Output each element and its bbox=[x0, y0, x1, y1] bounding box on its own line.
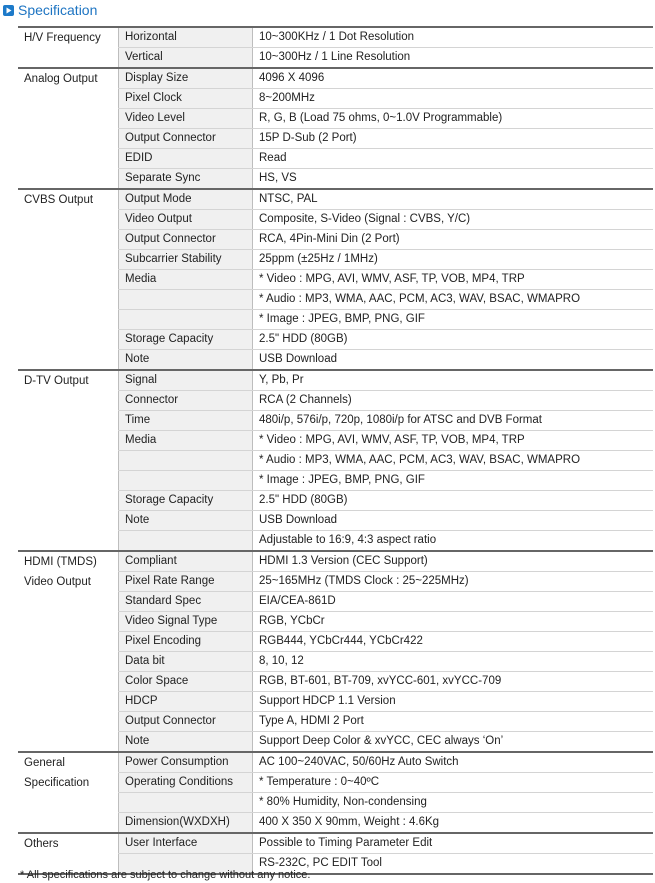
spec-label: HDCP bbox=[119, 692, 253, 712]
specification-table bbox=[18, 26, 653, 875]
group-title-line: CVBS Output bbox=[24, 194, 94, 206]
spec-value: 10~300Hz / 1 Line Resolution bbox=[253, 48, 654, 69]
group-title bbox=[18, 833, 119, 874]
spec-value: 15P D-Sub (2 Port) bbox=[253, 129, 654, 149]
spec-value: * Image : JPEG, BMP, PNG, GIF bbox=[253, 310, 654, 330]
spec-value: 25~165MHz (TMDS Clock : 25~225MHz) bbox=[253, 572, 654, 592]
group-title bbox=[18, 27, 119, 68]
group-title bbox=[18, 551, 119, 752]
group-title-line: H/V Frequency bbox=[24, 32, 101, 44]
spec-value: 4096 X 4096 bbox=[253, 68, 654, 89]
spec-label: Note bbox=[119, 511, 253, 531]
spec-value: USB Download bbox=[253, 511, 654, 531]
spec-value: Composite, S-Video (Signal : CVBS, Y/C) bbox=[253, 210, 654, 230]
spec-label: Video Output bbox=[119, 210, 253, 230]
spec-label: Subcarrier Stability bbox=[119, 250, 253, 270]
group-title-line: Others bbox=[24, 838, 59, 850]
spec-value: * Temperature : 0~40ºC bbox=[253, 773, 654, 793]
group-title-line: General bbox=[24, 757, 65, 769]
spec-label: Compliant bbox=[119, 551, 253, 572]
spec-value: Possible to Timing Parameter Edit bbox=[253, 833, 654, 854]
play-icon bbox=[3, 5, 14, 16]
spec-label: Output Connector bbox=[119, 129, 253, 149]
spec-value: RGB, BT-601, BT-709, xvYCC-601, xvYCC-709 bbox=[253, 672, 654, 692]
spec-label bbox=[119, 531, 253, 552]
spec-value: * Image : JPEG, BMP, PNG, GIF bbox=[253, 471, 654, 491]
group-title bbox=[18, 68, 119, 189]
spec-label: Vertical bbox=[119, 48, 253, 69]
spec-value: RCA, 4Pin-Mini Din (2 Port) bbox=[253, 230, 654, 250]
spec-label: Pixel Rate Range bbox=[119, 572, 253, 592]
spec-label: Operating Conditions bbox=[119, 773, 253, 793]
table-row bbox=[18, 189, 653, 210]
spec-label: Standard Spec bbox=[119, 592, 253, 612]
spec-value: Type A, HDMI 2 Port bbox=[253, 712, 654, 732]
table-row bbox=[18, 27, 653, 48]
group-title-line: D-TV Output bbox=[24, 375, 89, 387]
spec-label: Separate Sync bbox=[119, 169, 253, 190]
group-title bbox=[18, 752, 119, 833]
spec-value: Adjustable to 16:9, 4:3 aspect ratio bbox=[253, 531, 654, 552]
spec-value: 480i/p, 576i/p, 720p, 1080i/p for ATSC and DVB Format bbox=[253, 411, 654, 431]
spec-value: 400 X 350 X 90mm, Weight : 4.6Kg bbox=[253, 813, 654, 834]
spec-value: Support HDCP 1.1 Version bbox=[253, 692, 654, 712]
spec-label: Pixel Clock bbox=[119, 89, 253, 109]
spec-label: Display Size bbox=[119, 68, 253, 89]
spec-label: Output Connector bbox=[119, 712, 253, 732]
spec-label: Video Level bbox=[119, 109, 253, 129]
spec-label: Power Consumption bbox=[119, 752, 253, 773]
spec-label: Time bbox=[119, 411, 253, 431]
spec-label: Media bbox=[119, 431, 253, 451]
spec-value: HDMI 1.3 Version (CEC Support) bbox=[253, 551, 654, 572]
page-title: Specification bbox=[18, 2, 98, 18]
spec-label: Data bit bbox=[119, 652, 253, 672]
group-title-line: Analog Output bbox=[24, 73, 98, 85]
table-row bbox=[18, 752, 653, 773]
spec-value: RCA (2 Channels) bbox=[253, 391, 654, 411]
spec-value: * Video : MPG, AVI, WMV, ASF, TP, VOB, MP4, TRP bbox=[253, 431, 654, 451]
spec-label: Output Connector bbox=[119, 230, 253, 250]
group-title bbox=[18, 189, 119, 370]
spec-value: 25ppm (±25Hz / 1MHz) bbox=[253, 250, 654, 270]
table-row bbox=[18, 370, 653, 391]
spec-value: 2.5" HDD (80GB) bbox=[253, 491, 654, 511]
group-title bbox=[18, 370, 119, 551]
spec-label bbox=[119, 471, 253, 491]
spec-label: Note bbox=[119, 350, 253, 371]
spec-label bbox=[119, 290, 253, 310]
spec-label: Connector bbox=[119, 391, 253, 411]
spec-label: Storage Capacity bbox=[119, 330, 253, 350]
spec-label: EDID bbox=[119, 149, 253, 169]
spec-value: * Audio : MP3, WMA, AAC, PCM, AC3, WAV, BSAC, WMAPRO bbox=[253, 451, 654, 471]
spec-label: Storage Capacity bbox=[119, 491, 253, 511]
spec-value: Read bbox=[253, 149, 654, 169]
group-title-line: Specification bbox=[24, 777, 90, 789]
spec-label: Signal bbox=[119, 370, 253, 391]
spec-value: AC 100~240VAC, 50/60Hz Auto Switch bbox=[253, 752, 654, 773]
spec-value: HS, VS bbox=[253, 169, 654, 190]
spec-value: * Video : MPG, AVI, WMV, ASF, TP, VOB, MP4, TRP bbox=[253, 270, 654, 290]
footnote: * All specifications are subject to change without any notice. bbox=[20, 869, 311, 881]
spec-label: Dimension(WXDXH) bbox=[119, 813, 253, 834]
spec-value: 8~200MHz bbox=[253, 89, 654, 109]
group-title-line: Video Output bbox=[24, 576, 91, 588]
spec-value: RGB444, YCbCr444, YCbCr422 bbox=[253, 632, 654, 652]
table-row bbox=[18, 551, 653, 572]
spec-label: Media bbox=[119, 270, 253, 290]
group-title-line: HDMI (TMDS) bbox=[24, 556, 97, 568]
spec-label bbox=[119, 310, 253, 330]
spec-value: Support Deep Color & xvYCC, CEC always ‘On’ bbox=[253, 732, 654, 753]
spec-label: Color Space bbox=[119, 672, 253, 692]
spec-value: R, G, B (Load 75 ohms, 0~1.0V Programmable) bbox=[253, 109, 654, 129]
table-row bbox=[18, 68, 653, 89]
spec-label: Output Mode bbox=[119, 189, 253, 210]
spec-label: Horizontal bbox=[119, 27, 253, 48]
spec-value: RGB, YCbCr bbox=[253, 612, 654, 632]
spec-value: EIA/CEA-861D bbox=[253, 592, 654, 612]
spec-value: RS-232C, PC EDIT Tool bbox=[253, 854, 654, 875]
spec-value: * Audio : MP3, WMA, AAC, PCM, AC3, WAV, BSAC, WMAPRO bbox=[253, 290, 654, 310]
spec-value: 2.5" HDD (80GB) bbox=[253, 330, 654, 350]
spec-label: Note bbox=[119, 732, 253, 753]
spec-label bbox=[119, 793, 253, 813]
spec-value: NTSC, PAL bbox=[253, 189, 654, 210]
spec-label bbox=[119, 451, 253, 471]
spec-label: User Interface bbox=[119, 833, 253, 854]
spec-value: 8, 10, 12 bbox=[253, 652, 654, 672]
spec-label: Pixel Encoding bbox=[119, 632, 253, 652]
spec-value: Y, Pb, Pr bbox=[253, 370, 654, 391]
spec-value: USB Download bbox=[253, 350, 654, 371]
spec-label: Video Signal Type bbox=[119, 612, 253, 632]
section-header bbox=[0, 0, 97, 20]
table-row bbox=[18, 833, 653, 854]
spec-value: * 80% Humidity, Non-condensing bbox=[253, 793, 654, 813]
spec-value: 10~300KHz / 1 Dot Resolution bbox=[253, 27, 654, 48]
